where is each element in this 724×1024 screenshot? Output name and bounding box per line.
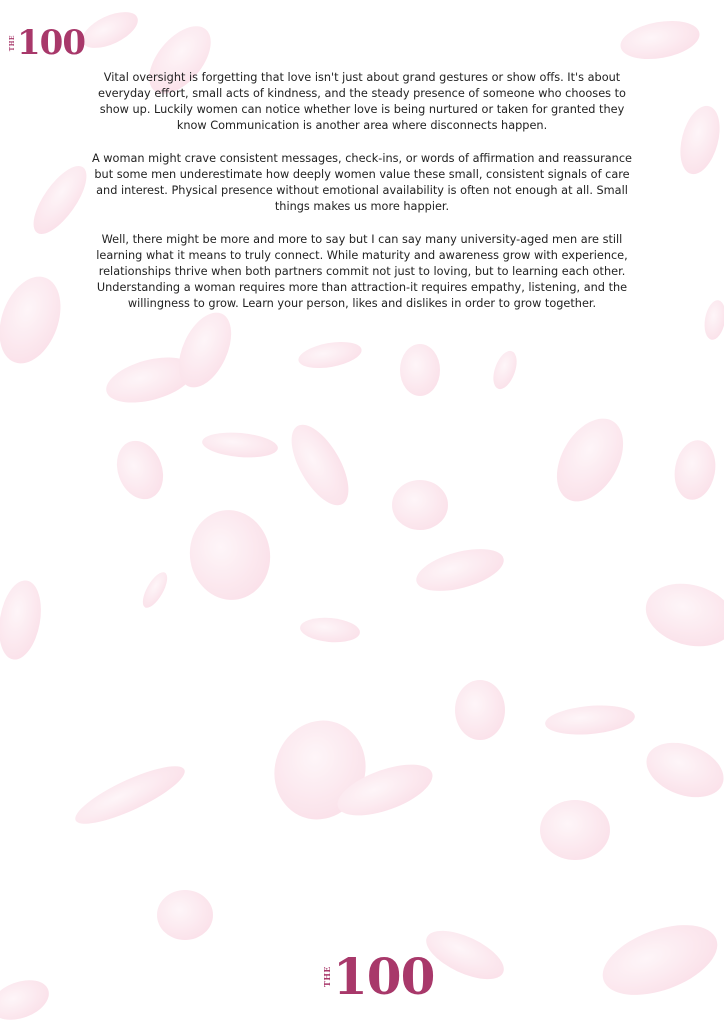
petal: [69, 756, 190, 834]
petal: [400, 344, 440, 396]
petal: [540, 800, 610, 860]
brand-the-label: THE: [322, 966, 332, 988]
petal: [0, 268, 72, 372]
petal: [674, 102, 724, 179]
petal: [24, 158, 96, 242]
petal: [670, 437, 720, 503]
petal: [77, 5, 143, 56]
petal: [183, 504, 277, 607]
brand-logo-bottom: [322, 947, 435, 1006]
article-body: [88, 70, 636, 329]
petal: [639, 574, 724, 655]
petal: [0, 577, 47, 663]
brand-number: 100: [333, 947, 435, 1006]
article-paragraph-2: A woman might crave consistent messages, check-ins, or words of affirmation and reassurance but some men underestimate how deeply women value these small, consistent signals of care and interest. Physical presence without emotional availability is often not enough at all. Small things makes us more happier.: [91, 152, 632, 213]
petal: [455, 680, 505, 740]
brand-the-label: THE: [9, 34, 16, 52]
petal: [109, 434, 171, 505]
petal: [617, 15, 702, 64]
article-paragraph-3: Well, there might be more and more to say but I can say many university-aged men are still learning what it means to truly connect. While maturity and awareness grow with experience, relationships thrive when both partners commit not just to loving, but to learning each other. Understanding a woman requires more than attraction-it requires empathy, listening, and the willingness to grow. Learn your person, likes and dislikes in order to grow together.: [96, 233, 628, 310]
petal: [544, 702, 636, 738]
petal: [702, 299, 724, 342]
petal: [392, 480, 448, 530]
petal: [280, 416, 360, 514]
petal: [157, 890, 213, 940]
petal: [0, 973, 54, 1024]
petal: [201, 430, 279, 461]
brand-number: 100: [17, 23, 85, 63]
petal: [296, 338, 363, 373]
petal: [489, 348, 521, 392]
petal: [639, 733, 724, 807]
brand-logo-top: [9, 23, 85, 63]
petal: [543, 407, 636, 513]
petal: [412, 541, 508, 599]
petal: [138, 569, 172, 612]
article-paragraph-1: Vital oversight is forgetting that love isn't just about grand gestures or show offs. It's about everyday effort, small acts of kindness, and the steady presence of someone who chooses to show up. Luckily women can notice whether love is being nurtured or taken for granted they know Communication is another area where disconnects happen.: [98, 71, 626, 132]
petal: [299, 615, 361, 644]
petal: [593, 911, 724, 1008]
